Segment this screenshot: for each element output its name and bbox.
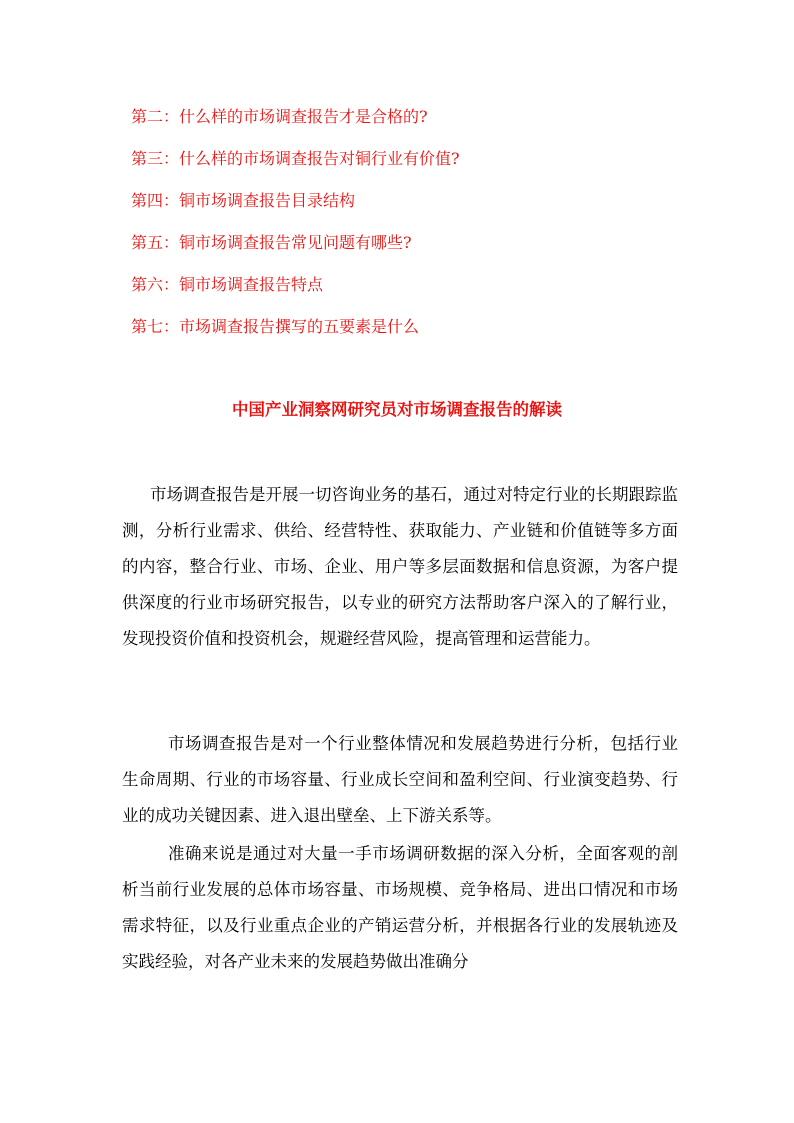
toc-item-7: 第七：市场调查报告撰写的五要素是什么 bbox=[131, 317, 420, 336]
toc-item-3: 第三：什么样的市场调查报告对铜行业有价值? bbox=[131, 149, 460, 168]
table-of-contents bbox=[131, 104, 460, 356]
toc-item-4: 第四：铜市场调查报告目录结构 bbox=[131, 191, 356, 210]
toc-item-2: 第二：什么样的市场调查报告才是合格的? bbox=[131, 107, 428, 126]
toc-item-5: 第五：铜市场调查报告常见问题有哪些? bbox=[131, 233, 412, 252]
body-paragraph-3: 准确来说是通过对大量一手市场调研数据的深入分析，全面客观的剖析当前行业发展的总体市场容量、市场规模、竞争格局、进出口情况和市场需求特征，以及行业重点企业的产销运营分析，并根据各行业的发展轨迹及实践经验，对各产业未来的发展趋势做出准确分 bbox=[122, 844, 678, 971]
body-paragraph-1: 市场调查报告是开展一切咨询业务的基石，通过对特定行业的长期跟踪监测，分析行业需求、供给、经营特性、获取能力、产业链和价值链等多方面的内容，整合行业、市场、企业、用户等多层面数据和信息资源，为客户提供深度的行业市场研究报告，以专业的研究方法帮助客户深入的了解行业，发现投资价值和投资机会，规避经营风险，提高管理和运营能力。 bbox=[122, 485, 678, 648]
toc-item-6: 第六：铜市场调查报告特点 bbox=[131, 275, 324, 294]
section-heading: 中国产业洞察网研究员对市场调查报告的解读 bbox=[232, 400, 562, 419]
body-paragraph-2: 市场调查报告是对一个行业整体情况和发展趋势进行分析，包括行业生命周期、行业的市场容量、行业成长空间和盈利空间、行业演变趋势、行业的成功关键因素、进入退出壁垒、上下游关系等。 bbox=[122, 734, 678, 825]
